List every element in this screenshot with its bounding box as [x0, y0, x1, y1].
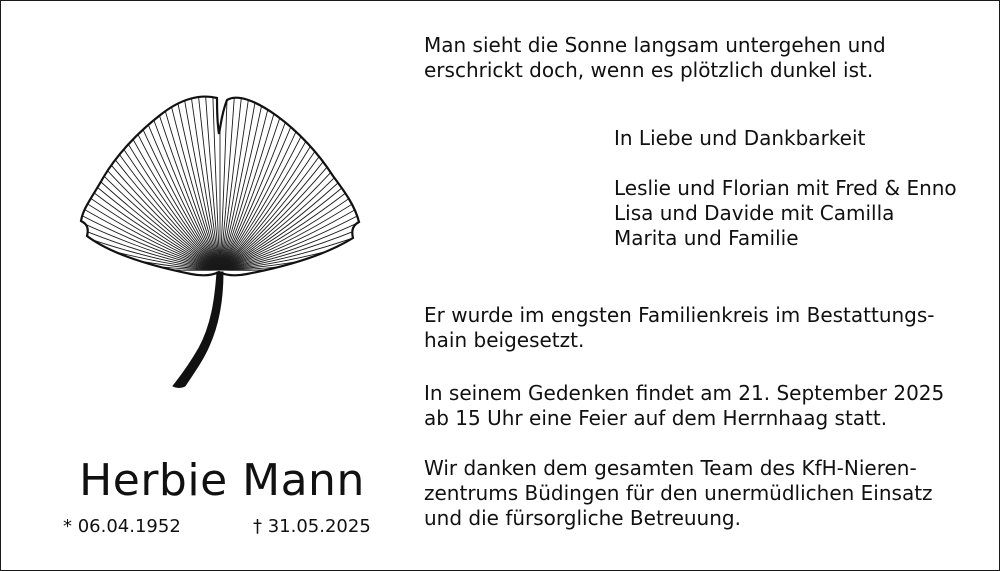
thanks-notice: Wir danken dem gesamten Team des KfH-Nieren- zentrums Büdingen für den unermüdlichen Einsatz und die fürsorgliche Betreuung.: [424, 456, 933, 530]
memorial-notice: In seinem Gedenken findet am 21. September 2025 ab 15 Uhr eine Feier auf dem Herrnhaag statt.: [424, 381, 945, 430]
signature-intro: In Liebe und Dankbarkeit: [614, 126, 866, 150]
ginkgo-leaf-icon: [41, 86, 403, 396]
signature-names: Leslie und Florian mit Fred & Enno Lisa und Davide mit Camilla Marita und Familie: [614, 176, 957, 250]
birth-date: * 06.04.1952: [63, 516, 181, 537]
deceased-name: Herbie Mann: [79, 455, 365, 506]
death-date: † 31.05.2025: [253, 516, 371, 537]
poem-quote: Man sieht die Sonne langsam untergehen und erschrickt doch, wenn es plötzlich dunkel ist.: [424, 33, 886, 82]
burial-notice: Er wurde im engsten Familienkreis im Bestattungs- hain beigesetzt.: [424, 303, 935, 352]
